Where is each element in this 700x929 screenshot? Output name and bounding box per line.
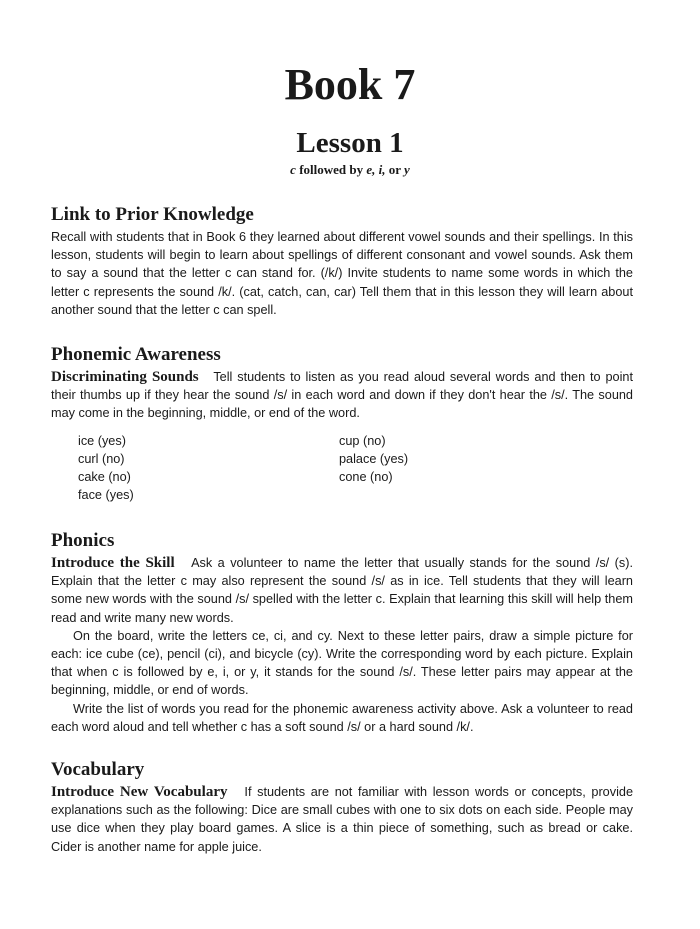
- word-column-left: [78, 432, 278, 504]
- word-item: cone (no): [339, 470, 393, 484]
- word-item: curl (no): [78, 452, 125, 466]
- lesson-subtitle: c followed by e, i, or y: [290, 162, 410, 177]
- word-item: palace (yes): [339, 452, 409, 466]
- runin-heading: Introduce New Vocabulary: [51, 784, 228, 800]
- runin-heading: Discriminating Sounds: [51, 369, 199, 385]
- phonics-paragraph-3: Write the list of words you read for the phonemic awareness activity above. Ask a volunteer to read each word aloud and tell whether c has a soft sound /s/ or a hard sound /k/.: [51, 701, 633, 734]
- phonemic-paragraph: [51, 368, 633, 423]
- runin-heading: Introduce the Skill: [51, 555, 175, 571]
- phonemic-text: Tell students to listen as you read aloud several words and then to point their thumbs up if they hear the sound /s/ in each word and down if they don't hear the /s/. The sound may come in the beginning, middle, or end of the word.: [51, 370, 633, 421]
- vocab-paragraph: [51, 783, 633, 856]
- section-heading: Vocabulary: [51, 759, 145, 780]
- section-heading: Phonemic Awareness: [51, 344, 221, 365]
- section-heading: Phonics: [51, 530, 115, 551]
- lesson-title: Lesson 1: [296, 127, 404, 159]
- phonics-paragraph-1: [51, 554, 633, 627]
- link-to-prior-knowledge-section: [51, 203, 633, 319]
- word-column-right: [339, 432, 499, 486]
- vocabulary-section: [51, 758, 633, 856]
- word-item: cake (no): [78, 470, 131, 484]
- word-item: face (yes): [78, 488, 134, 502]
- section-heading: Link to Prior Knowledge: [51, 204, 254, 225]
- word-item: cup (no): [339, 434, 386, 448]
- vocab-text: If students are not familiar with lesson words or concepts, provide explanations such as the following: Dice are small cubes with one to six dots on each side. People may use dice when they play board games. A slice is a thin piece of something, such as bread or cake. Cider is another name for apple juice.: [51, 785, 634, 854]
- book-title: Book 7: [284, 60, 416, 109]
- link-paragraph: Recall with students that in Book 6 they learned about different vowel sounds and their spellings. In this lesson, students will begin to learn about spellings of different consonant and vowel sounds. Ask them to say a sound that the letter c can stand for. (/k/) Invite students to name some words in which the letter c represents the sound /k/. (cat, catch, can, car) Tell them that in this lesson they will learn about another sound that the letter c can spell.: [51, 230, 633, 317]
- phonics-text-1: Ask a volunteer to name the letter that usually stands for the sound /s/ (s). Explain that the letter c may also represent the sound /s/ as in ice. Tell students that they will learn some new words with the sound /s/ spelled with the letter c. Explain that learning this skill will help them read and write many new words.: [51, 556, 633, 625]
- phonics-paragraph-2: On the board, write the letters ce, ci, and cy. Next to these letter pairs, draw a simple picture for each: ice cube (ce), pencil (ci), and bicycle (cy). Write the corresponding word by each picture. Explain that when c is followed by e, i, or y, it stands for the sound /s/. These letter pairs may appear at the beginning, middle, or end of words.: [51, 628, 633, 698]
- phonics-section: [51, 529, 633, 736]
- word-item: ice (yes): [78, 434, 126, 448]
- phonemic-awareness-section: [51, 343, 633, 423]
